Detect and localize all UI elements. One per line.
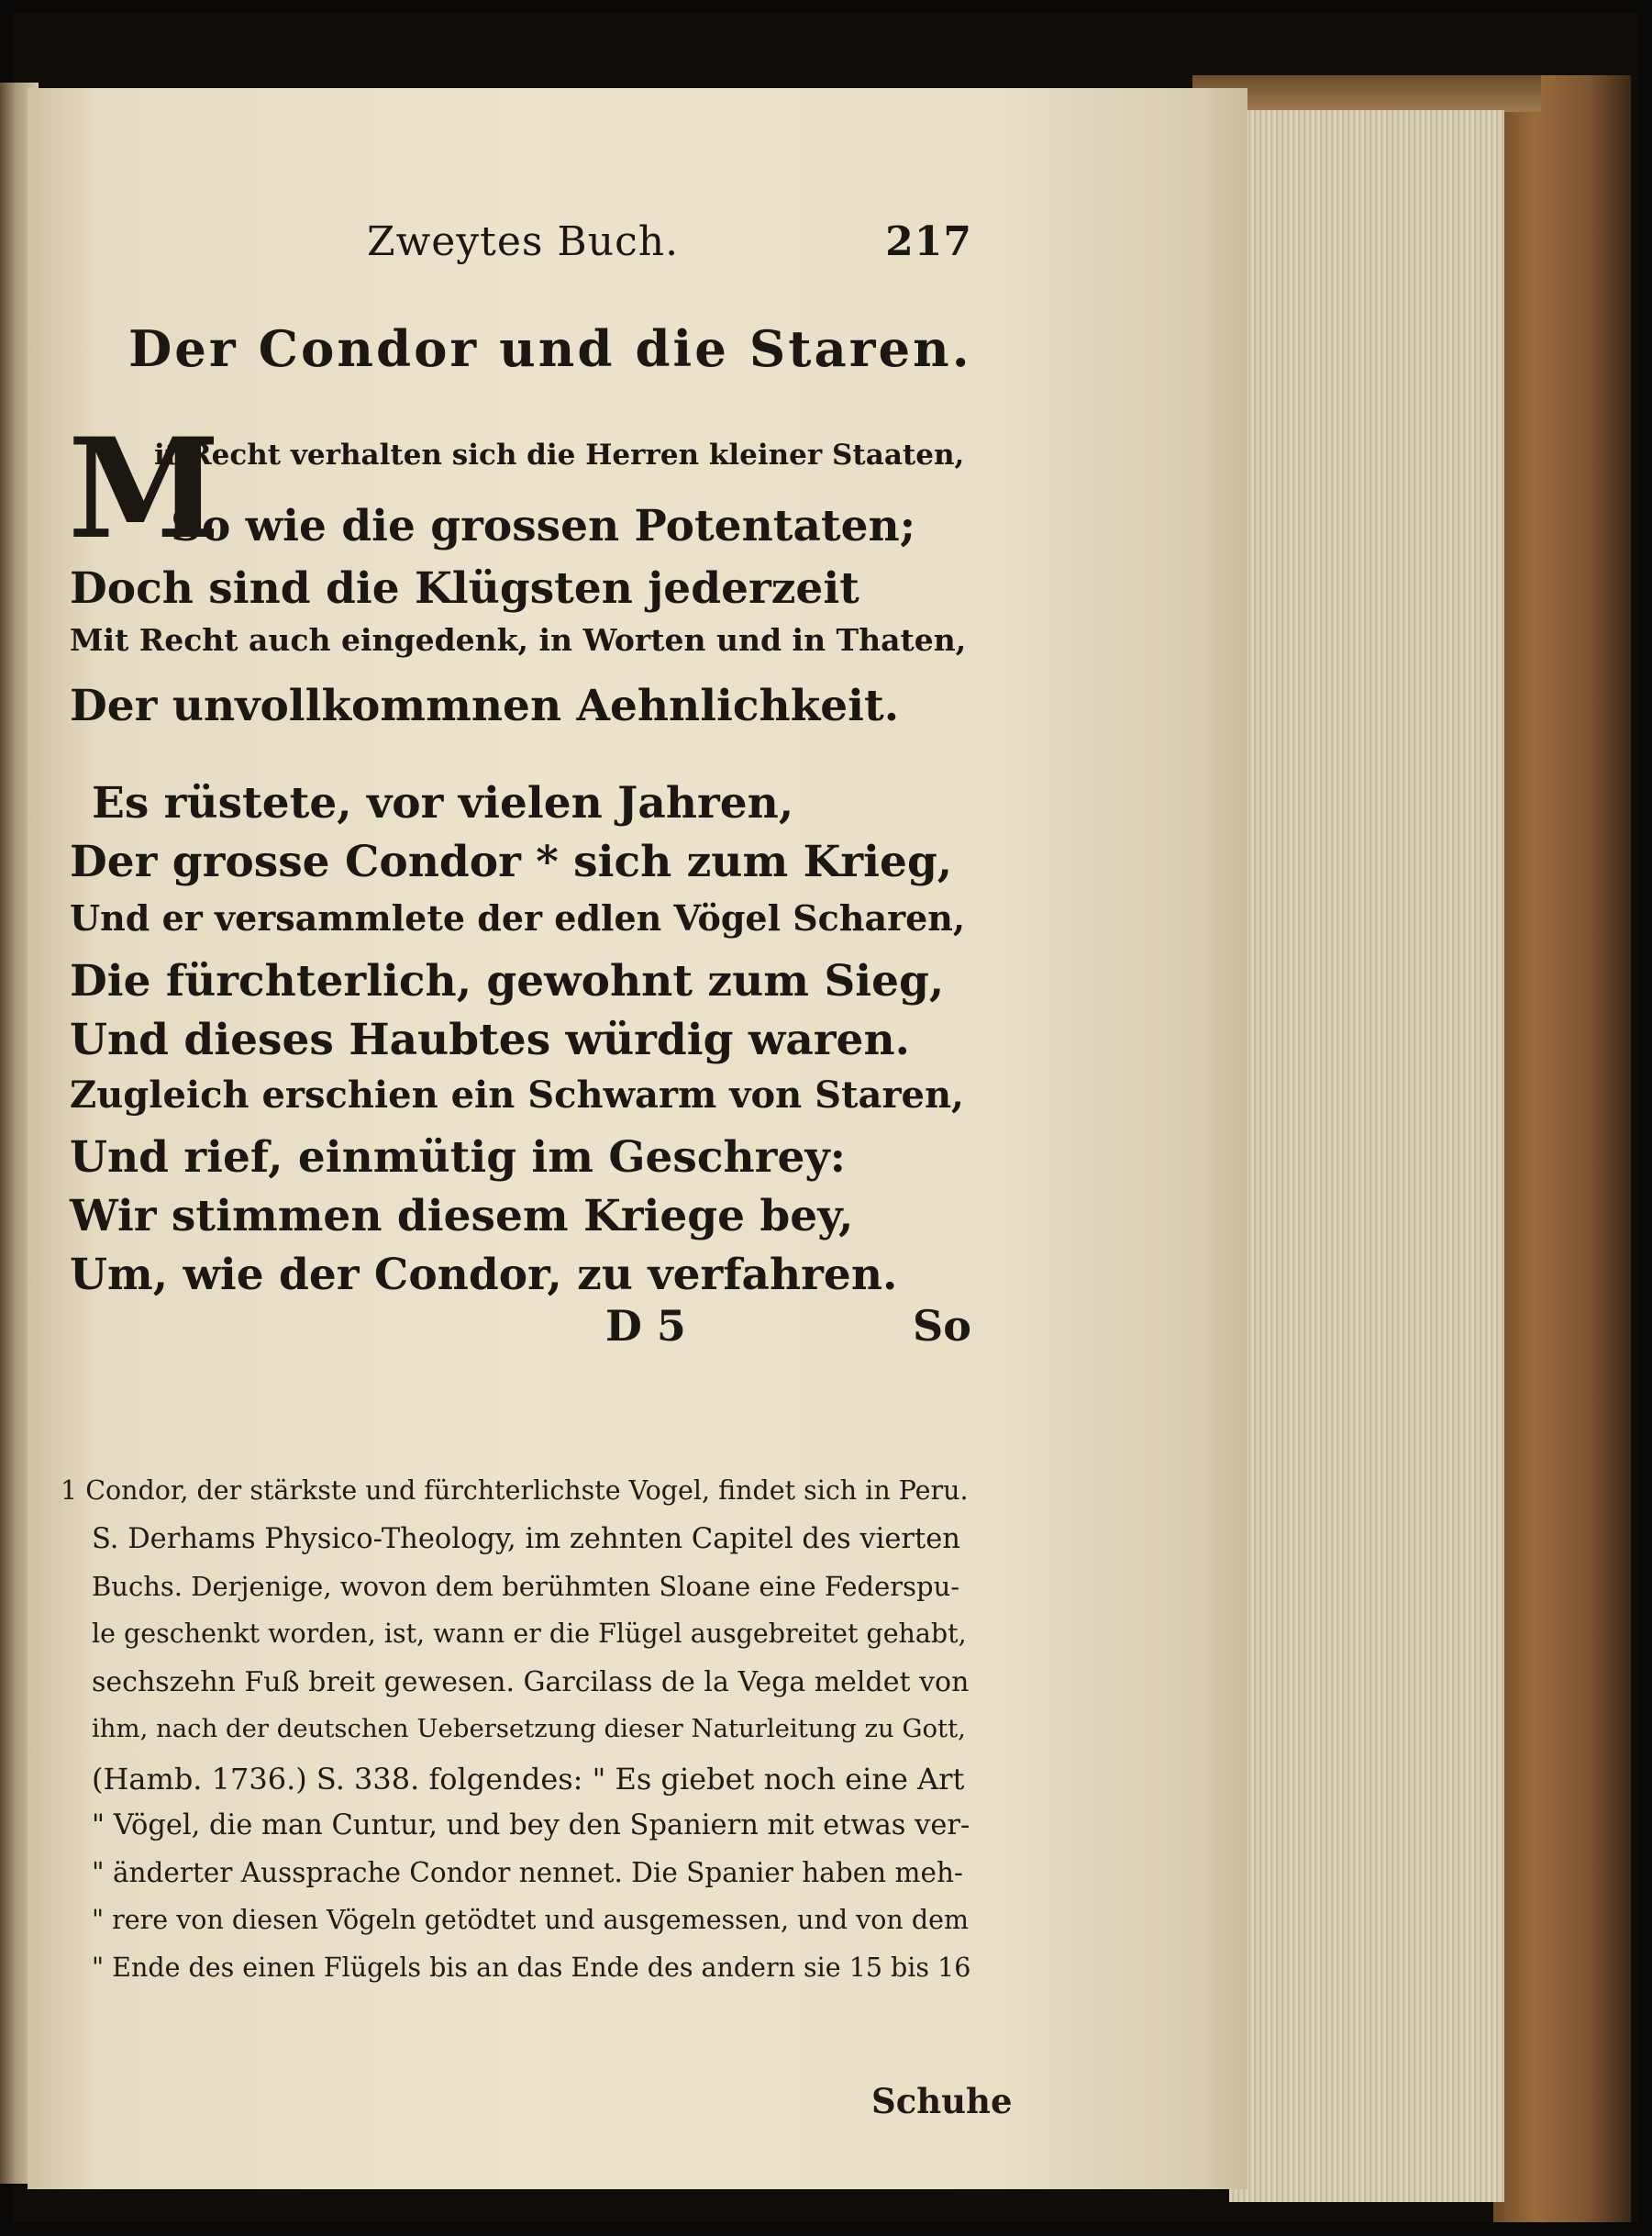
footnote-line: " änderter Aussprache Condor nennet. Die Spanier haben meh- (92, 1857, 963, 1888)
footnote-line: S. Derhams Physico-Theology, im zehnten Capitel des vierten (92, 1523, 960, 1555)
footnote-line: " Ende des einen Flügels bis an das Ende des andern sie 15 bis 16 (92, 1952, 971, 1983)
verse-line: Und rief, einmütig im Geschrey: (70, 1132, 846, 1183)
catchword: So (913, 1301, 971, 1351)
verse-line: Mit Recht auch eingedenk, in Worten und in Thaten, (70, 622, 967, 658)
page-number: 217 (885, 218, 972, 265)
footnote-line: sechszehn Fuß breit gewesen. Garcilass de la Vega meldet von (92, 1666, 970, 1698)
verse-line: Zugleich erschien ein Schwarm von Staren, (70, 1074, 964, 1117)
page-stack-edge (1229, 110, 1504, 2202)
verse-line: Doch sind die Klügsten jederzeit (70, 563, 859, 614)
verse-line: Die fürchterlich, gewohnt zum Sieg, (70, 956, 945, 1007)
footnote-line: " Vögel, die man Cuntur, und bey den Spaniern mit etwas ver- (92, 1809, 970, 1841)
footnote-line: " rere von diesen Vögeln getödtet und ausgemessen, und von dem (92, 1905, 969, 1935)
verse-line: Es rüstete, vor vielen Jahren, (92, 778, 794, 829)
running-head-title: Zweytes Buch. (367, 218, 680, 265)
verse-line: Wir stimmen diesem Kriege bey, (70, 1191, 854, 1241)
verse-line: Der unvollkommnen Aehnlichkeit. (70, 681, 900, 731)
verse-line: Der grosse Condor * sich zum Krieg, (70, 837, 953, 887)
verse-line: So wie die grossen Potentaten; (171, 501, 916, 551)
footnote-catchword: Schuhe (871, 2081, 1013, 2121)
verse-line: Und dieses Haubtes würdig waren. (70, 1015, 910, 1065)
verse-line: Und er versammlete der edlen Vögel Scharen, (70, 897, 966, 939)
drop-capital: M (68, 408, 221, 570)
footnote-line: 1 Condor, der stärkste und fürchterlichste Vogel, findet sich in Peru. (61, 1475, 969, 1506)
signature-mark: D 5 (605, 1301, 686, 1351)
verse-line: Um, wie der Condor, zu verfahren. (70, 1250, 898, 1300)
footnote-line: Buchs. Derjenige, wovon dem berühmten Sloane eine Federspu- (92, 1571, 960, 1602)
fable-title: Der Condor und die Staren. (128, 319, 972, 378)
footnote-line: ihm, nach der deutschen Uebersetzung dieser Naturleitung zu Gott, (92, 1714, 966, 1743)
verse-line: it Recht verhalten sich die Herren kleiner Staaten, (154, 439, 965, 472)
book-binding (1493, 75, 1631, 2222)
footnote-line: (Hamb. 1736.) S. 338. folgendes: " Es giebet noch eine Art (92, 1762, 965, 1797)
footnote-line: le geschenkt worden, ist, wann er die Flügel ausgebreitet gehabt, (92, 1619, 967, 1649)
